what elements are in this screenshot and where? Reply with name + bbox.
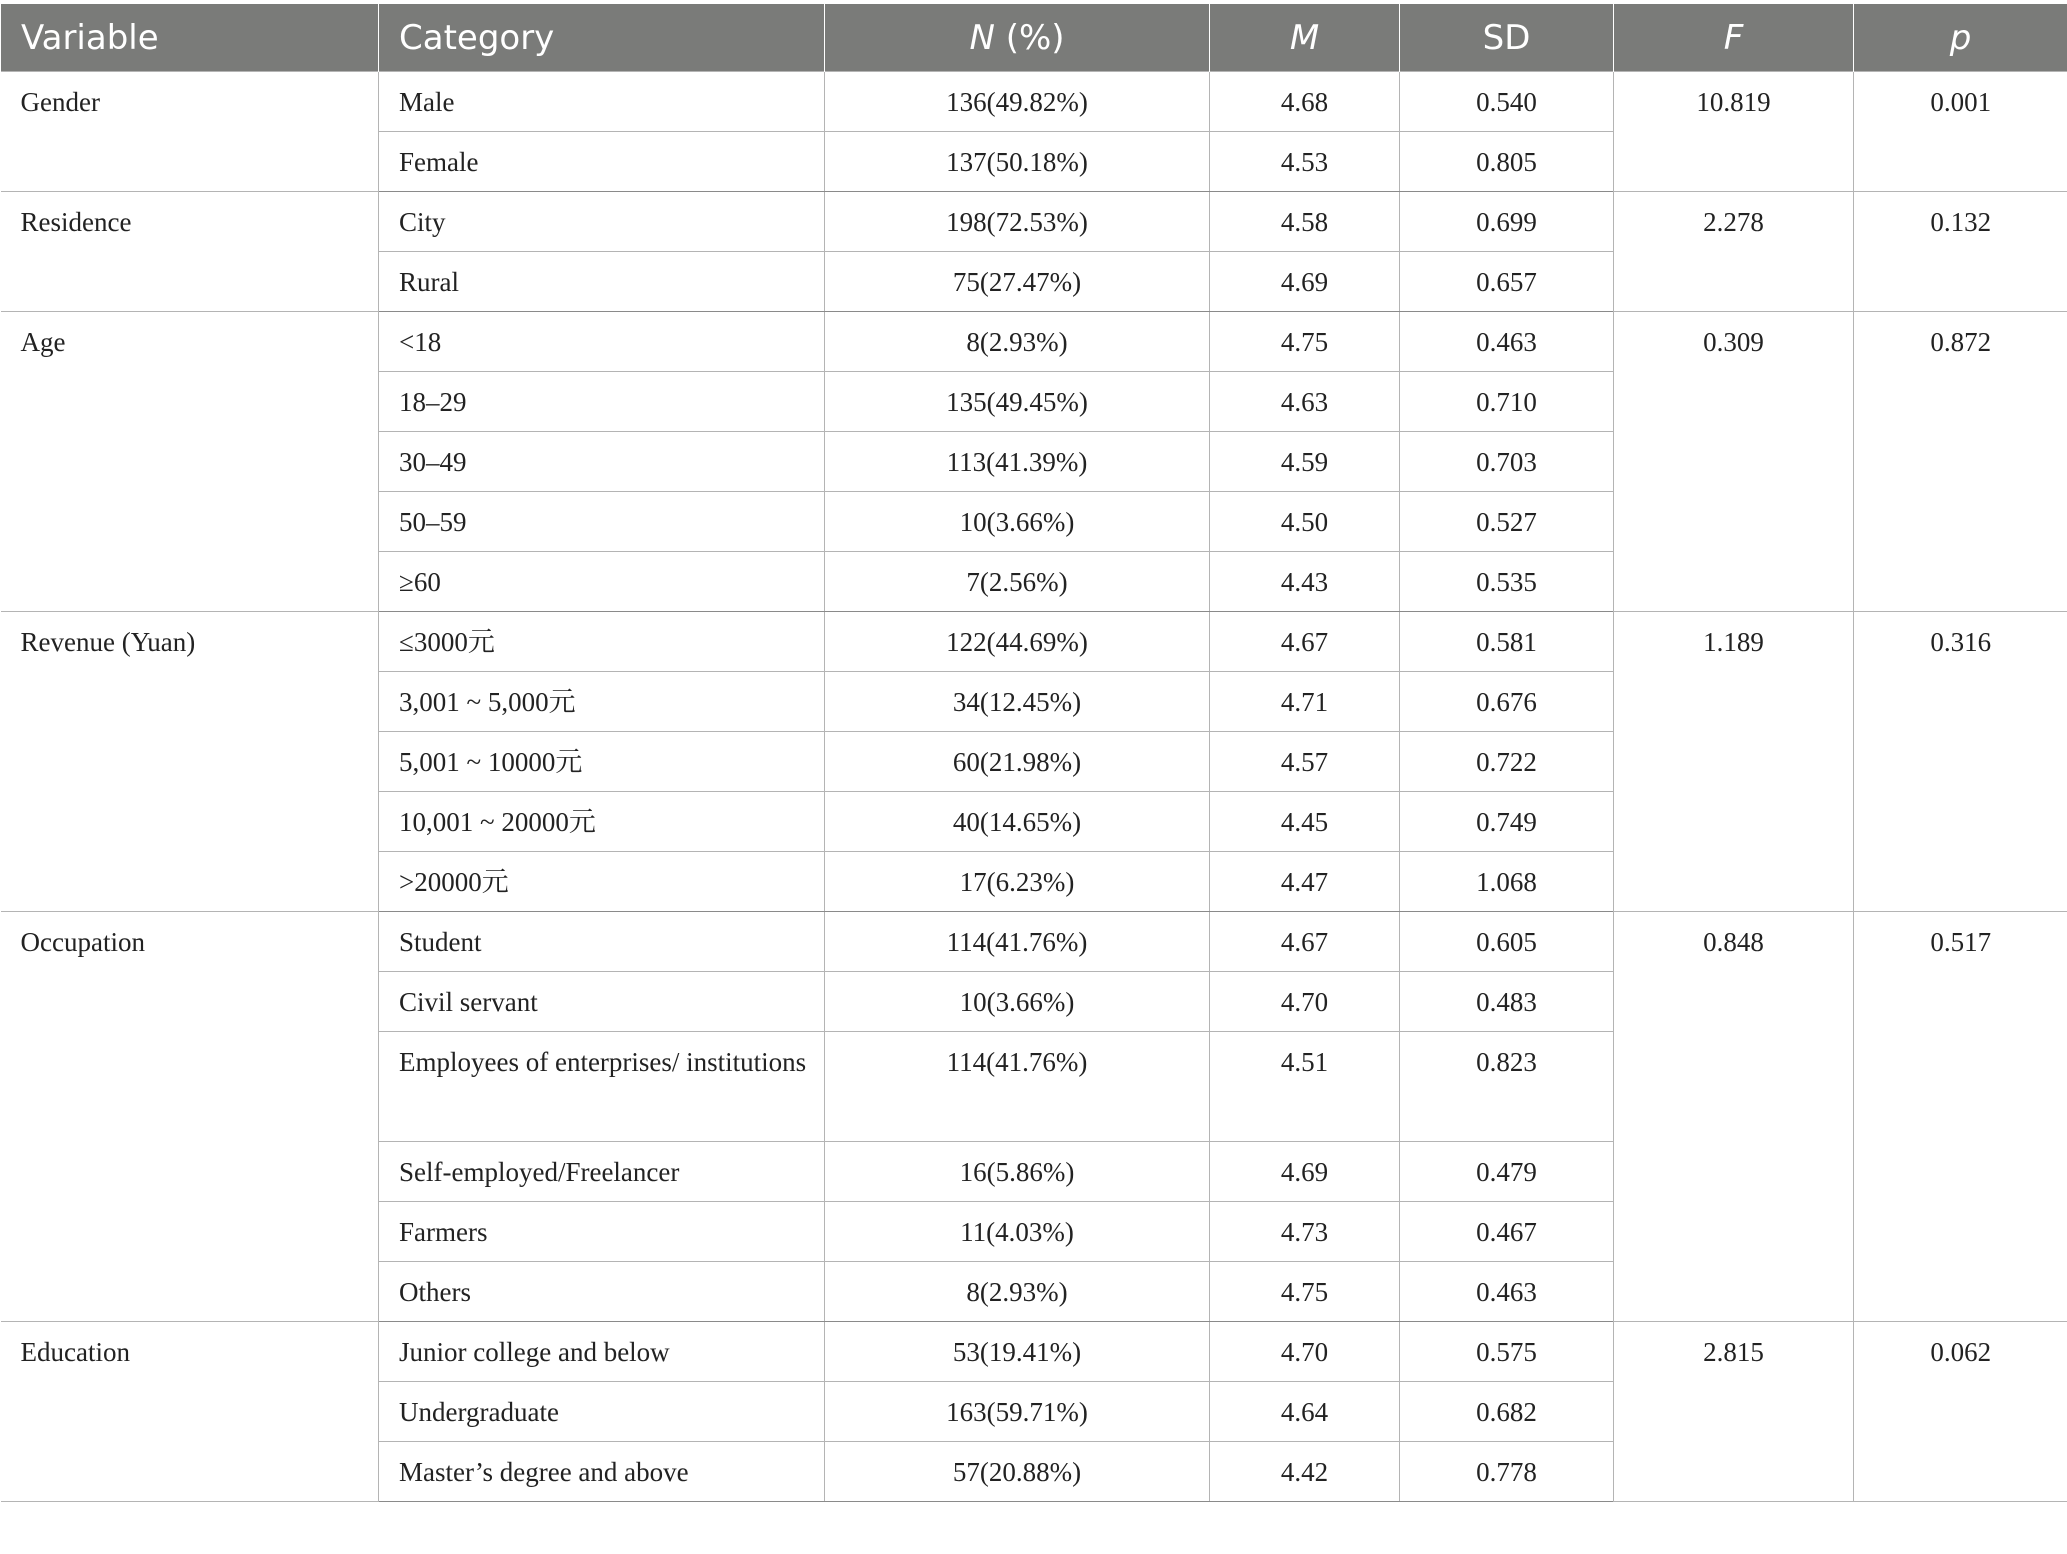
n-percent-cell: 53(19.41%) bbox=[825, 1322, 1210, 1382]
mean-cell: 4.70 bbox=[1210, 1322, 1400, 1382]
category-cell: Farmers bbox=[379, 1202, 825, 1262]
category-cell: 5,001 ~ 10000元 bbox=[379, 732, 825, 792]
n-percent-cell: 60(21.98%) bbox=[825, 732, 1210, 792]
variable-cell: Residence bbox=[1, 192, 379, 312]
mean-cell: 4.71 bbox=[1210, 672, 1400, 732]
category-cell: 3,001 ~ 5,000元 bbox=[379, 672, 825, 732]
mean-cell: 4.43 bbox=[1210, 552, 1400, 612]
mean-cell: 4.57 bbox=[1210, 732, 1400, 792]
header-m: M bbox=[1210, 4, 1400, 72]
header-n-percent: N (%) bbox=[825, 4, 1210, 72]
sd-cell: 0.682 bbox=[1400, 1382, 1614, 1442]
n-percent-cell: 11(4.03%) bbox=[825, 1202, 1210, 1262]
sd-cell: 0.676 bbox=[1400, 672, 1614, 732]
f-statistic-cell: 0.309 bbox=[1614, 312, 1854, 612]
n-percent-cell: 34(12.45%) bbox=[825, 672, 1210, 732]
f-statistic-cell: 1.189 bbox=[1614, 612, 1854, 912]
sd-cell: 0.703 bbox=[1400, 432, 1614, 492]
category-cell: Self-employed/Freelancer bbox=[379, 1142, 825, 1202]
category-cell: >20000元 bbox=[379, 852, 825, 912]
f-statistic-cell: 10.819 bbox=[1614, 72, 1854, 192]
n-percent-cell: 136(49.82%) bbox=[825, 72, 1210, 132]
n-percent-cell: 135(49.45%) bbox=[825, 372, 1210, 432]
category-cell: <18 bbox=[379, 312, 825, 372]
mean-cell: 4.64 bbox=[1210, 1382, 1400, 1442]
mean-cell: 4.68 bbox=[1210, 72, 1400, 132]
variable-cell: Gender bbox=[1, 72, 379, 192]
n-percent-cell: 10(3.66%) bbox=[825, 492, 1210, 552]
n-percent-cell: 163(59.71%) bbox=[825, 1382, 1210, 1442]
sd-cell: 0.722 bbox=[1400, 732, 1614, 792]
sd-cell: 0.575 bbox=[1400, 1322, 1614, 1382]
f-statistic-cell: 2.815 bbox=[1614, 1322, 1854, 1502]
sd-cell: 0.710 bbox=[1400, 372, 1614, 432]
demographics-table bbox=[0, 4, 2067, 1502]
mean-cell: 4.51 bbox=[1210, 1032, 1400, 1142]
n-percent-cell: 114(41.76%) bbox=[825, 912, 1210, 972]
category-cell: Others bbox=[379, 1262, 825, 1322]
mean-cell: 4.63 bbox=[1210, 372, 1400, 432]
p-value-cell: 0.872 bbox=[1854, 312, 2067, 612]
p-value-cell: 0.001 bbox=[1854, 72, 2067, 192]
sd-cell: 0.749 bbox=[1400, 792, 1614, 852]
mean-cell: 4.75 bbox=[1210, 1262, 1400, 1322]
mean-cell: 4.70 bbox=[1210, 972, 1400, 1032]
category-cell: Junior college and below bbox=[379, 1322, 825, 1382]
p-value-cell: 0.132 bbox=[1854, 192, 2067, 312]
sd-cell: 0.463 bbox=[1400, 312, 1614, 372]
data-table-container bbox=[0, 4, 2067, 1502]
sd-cell: 1.068 bbox=[1400, 852, 1614, 912]
mean-cell: 4.47 bbox=[1210, 852, 1400, 912]
mean-cell: 4.69 bbox=[1210, 252, 1400, 312]
mean-cell: 4.45 bbox=[1210, 792, 1400, 852]
table-row bbox=[1, 1322, 2067, 1382]
table-row bbox=[1, 612, 2067, 672]
header-category: Category bbox=[379, 4, 825, 72]
n-percent-cell: 8(2.93%) bbox=[825, 1262, 1210, 1322]
sd-cell: 0.483 bbox=[1400, 972, 1614, 1032]
sd-cell: 0.581 bbox=[1400, 612, 1614, 672]
category-cell: 10,001 ~ 20000元 bbox=[379, 792, 825, 852]
sd-cell: 0.535 bbox=[1400, 552, 1614, 612]
n-percent-cell: 7(2.56%) bbox=[825, 552, 1210, 612]
n-percent-cell: 57(20.88%) bbox=[825, 1442, 1210, 1502]
mean-cell: 4.53 bbox=[1210, 132, 1400, 192]
category-cell: Rural bbox=[379, 252, 825, 312]
table-body bbox=[1, 72, 2067, 1502]
mean-cell: 4.42 bbox=[1210, 1442, 1400, 1502]
sd-cell: 0.778 bbox=[1400, 1442, 1614, 1502]
mean-cell: 4.73 bbox=[1210, 1202, 1400, 1262]
category-cell: City bbox=[379, 192, 825, 252]
category-cell: ≤3000元 bbox=[379, 612, 825, 672]
table-header bbox=[1, 4, 2067, 72]
sd-cell: 0.479 bbox=[1400, 1142, 1614, 1202]
mean-cell: 4.50 bbox=[1210, 492, 1400, 552]
category-cell: 50–59 bbox=[379, 492, 825, 552]
n-percent-cell: 16(5.86%) bbox=[825, 1142, 1210, 1202]
header-p: p bbox=[1854, 4, 2067, 72]
table-row bbox=[1, 912, 2067, 972]
category-cell: Master’s degree and above bbox=[379, 1442, 825, 1502]
category-cell: Employees of enterprises/ institutions bbox=[379, 1032, 825, 1142]
p-value-cell: 0.517 bbox=[1854, 912, 2067, 1322]
n-percent-cell: 75(27.47%) bbox=[825, 252, 1210, 312]
p-value-cell: 0.062 bbox=[1854, 1322, 2067, 1502]
sd-cell: 0.527 bbox=[1400, 492, 1614, 552]
f-statistic-cell: 2.278 bbox=[1614, 192, 1854, 312]
sd-cell: 0.657 bbox=[1400, 252, 1614, 312]
variable-cell: Occupation bbox=[1, 912, 379, 1322]
mean-cell: 4.67 bbox=[1210, 912, 1400, 972]
header-f: F bbox=[1614, 4, 1854, 72]
sd-cell: 0.823 bbox=[1400, 1032, 1614, 1142]
mean-cell: 4.58 bbox=[1210, 192, 1400, 252]
n-percent-cell: 198(72.53%) bbox=[825, 192, 1210, 252]
n-percent-cell: 40(14.65%) bbox=[825, 792, 1210, 852]
n-percent-cell: 8(2.93%) bbox=[825, 312, 1210, 372]
sd-cell: 0.467 bbox=[1400, 1202, 1614, 1262]
category-cell: 18–29 bbox=[379, 372, 825, 432]
category-cell: 30–49 bbox=[379, 432, 825, 492]
category-cell: Female bbox=[379, 132, 825, 192]
mean-cell: 4.69 bbox=[1210, 1142, 1400, 1202]
n-percent-cell: 113(41.39%) bbox=[825, 432, 1210, 492]
mean-cell: 4.67 bbox=[1210, 612, 1400, 672]
n-percent-cell: 10(3.66%) bbox=[825, 972, 1210, 1032]
variable-cell: Age bbox=[1, 312, 379, 612]
category-cell: Civil servant bbox=[379, 972, 825, 1032]
variable-cell: Revenue (Yuan) bbox=[1, 612, 379, 912]
header-variable: Variable bbox=[1, 4, 379, 72]
category-cell: ≥60 bbox=[379, 552, 825, 612]
n-percent-cell: 114(41.76%) bbox=[825, 1032, 1210, 1142]
category-cell: Undergraduate bbox=[379, 1382, 825, 1442]
n-percent-cell: 17(6.23%) bbox=[825, 852, 1210, 912]
table-row bbox=[1, 312, 2067, 372]
mean-cell: 4.59 bbox=[1210, 432, 1400, 492]
table-row bbox=[1, 72, 2067, 132]
p-value-cell: 0.316 bbox=[1854, 612, 2067, 912]
header-n-letter: N bbox=[969, 17, 995, 58]
variable-cell: Education bbox=[1, 1322, 379, 1502]
sd-cell: 0.540 bbox=[1400, 72, 1614, 132]
f-statistic-cell: 0.848 bbox=[1614, 912, 1854, 1322]
header-sd: SD bbox=[1400, 4, 1614, 72]
sd-cell: 0.805 bbox=[1400, 132, 1614, 192]
table-row bbox=[1, 192, 2067, 252]
sd-cell: 0.463 bbox=[1400, 1262, 1614, 1322]
mean-cell: 4.75 bbox=[1210, 312, 1400, 372]
n-percent-cell: 137(50.18%) bbox=[825, 132, 1210, 192]
n-percent-cell: 122(44.69%) bbox=[825, 612, 1210, 672]
sd-cell: 0.699 bbox=[1400, 192, 1614, 252]
sd-cell: 0.605 bbox=[1400, 912, 1614, 972]
category-cell: Student bbox=[379, 912, 825, 972]
category-cell: Male bbox=[379, 72, 825, 132]
